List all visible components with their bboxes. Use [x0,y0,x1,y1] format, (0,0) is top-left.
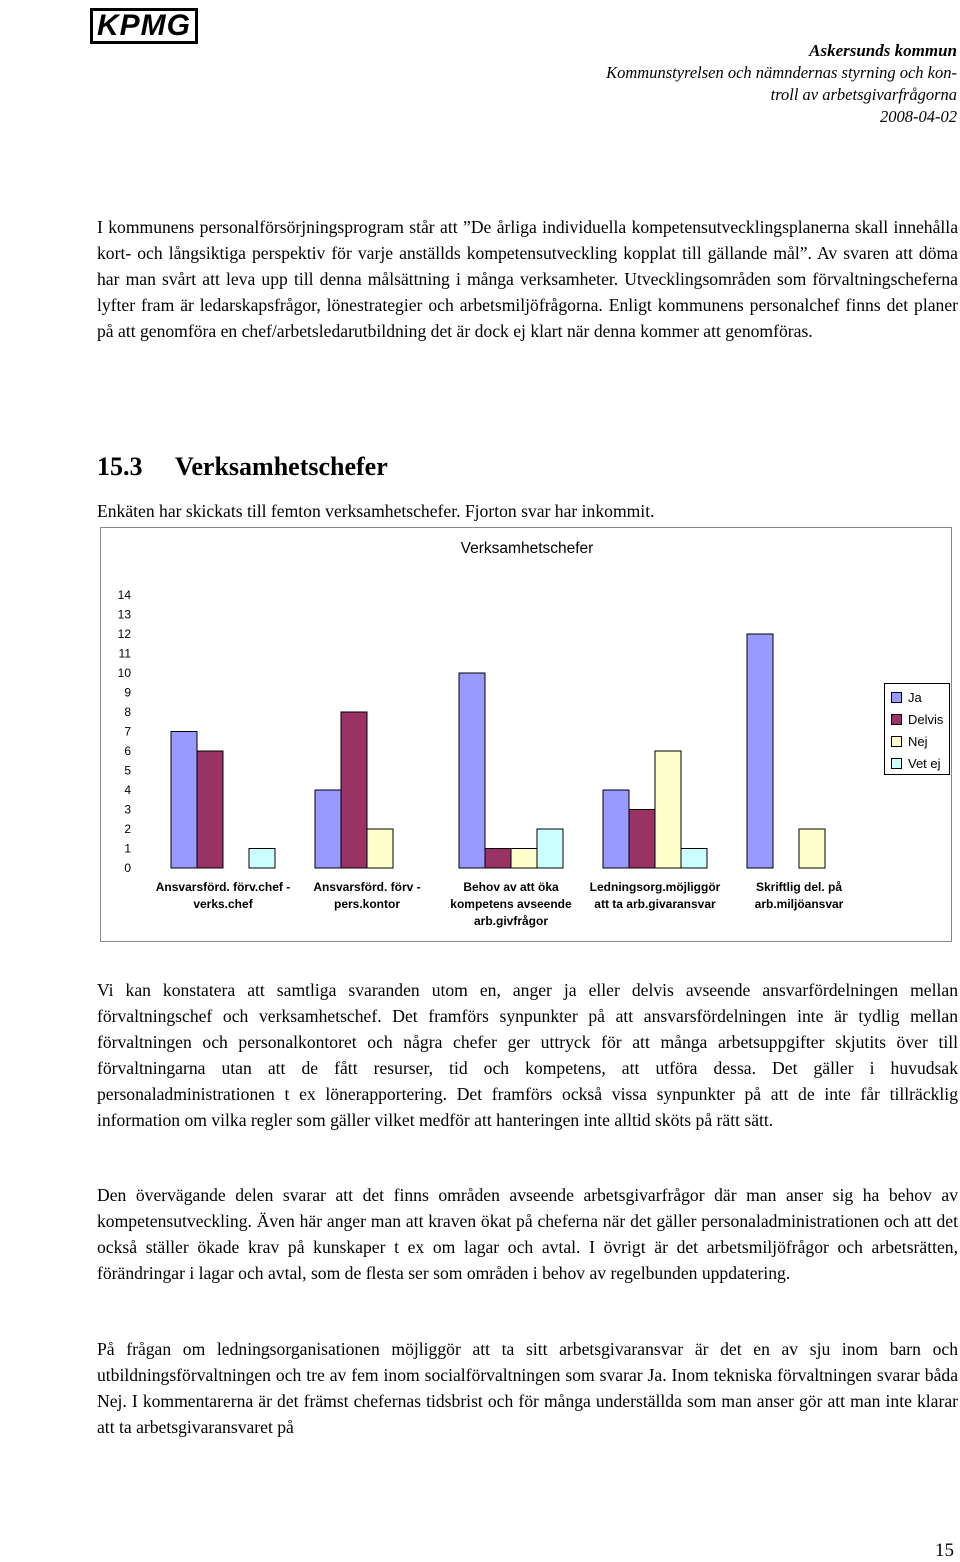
legend-item [891,733,928,749]
y-tick-label: 1 [124,841,131,856]
x-category-label: arb.givfrågor [473,914,549,928]
legend-swatch [891,758,902,769]
legend-label: Delvis [908,711,944,727]
bar-nej [511,849,537,869]
section-intro: Enkäten har skickats till femton verksamhetschefer. Fjorton svar har inkommit. [97,501,655,521]
chart-title: Verksamhetschefer [460,540,594,557]
y-tick-label: 12 [117,627,131,641]
document-header [606,40,957,128]
bar-delvis [629,810,655,869]
y-tick-label: 10 [117,666,131,680]
y-tick-label: 13 [117,607,131,622]
y-tick-label: 7 [124,724,131,739]
x-category-label: kompetens avseende [450,897,572,911]
x-category-label: Ledningsorg.möjliggör [589,880,721,894]
x-category-label: Ansvarsförd. förv - [313,880,421,894]
bar-ja [171,732,197,869]
x-category-label: Behov av att öka [463,880,559,894]
header-date: 2008-04-02 [880,107,957,126]
legend-item [891,755,941,771]
x-category-label: verks.chef [193,897,253,911]
x-category-label: Skriftlig del. på [755,880,843,894]
bar-nej [655,751,681,868]
y-tick-label: 3 [124,802,131,817]
header-org: Askersunds kommun [809,41,957,60]
paragraph-4: På frågan om ledningsorganisationen möjliggör att ta sitt arbetsgivaransvar är det en av sju inom barn och utbildningsförvaltningen och tre av fem inom socialförvaltningen som svarar Ja. Inom tekniska förvaltningen svarar båda Nej. I kommentarerna är det främst chefernas tidsbrist och för många underställda som man anser gör att man inte klarar att ta arbetsgivaransvaret på [97,1339,958,1437]
paragraph-3: Den övervägande delen svarar att det finns områden avseende arbetsgivarfrågor där man anser sig ha behov av kompetensutveckling. Även här anger man att kraven ökat på cheferna när det gäller personaladministrationen och att det också ställer ökade krav på kunskaper t ex om lagar och avtal. I övrigt är det arbetsmiljöfrågor och arbetsrätten, förändringar i lagar och avtal, som de flesta ser som områden i behov av regelbunden uppdatering. [97,1185,958,1283]
legend-item [891,689,922,705]
bar-ja [747,634,773,868]
legend-item [891,711,943,727]
kpmg-logo: KPMG [90,8,198,44]
header-subtitle-1: Kommunstyrelsen och nämndernas styrning och kon- [606,63,957,82]
bar-delvis [197,751,223,868]
bar-vet-ej [537,829,563,868]
legend-swatch [891,692,902,703]
legend-label: Ja [908,689,922,705]
chart-plot [101,528,953,943]
y-tick-label: 4 [124,783,131,797]
y-tick-label: 8 [124,705,131,719]
bar-vet-ej [681,849,707,869]
legend-swatch [891,714,902,725]
bar-ja [459,673,485,868]
legend-swatch [891,736,902,747]
y-tick-label: 0 [124,861,131,875]
bar-ja [315,790,341,868]
y-tick-label: 6 [124,744,131,758]
paragraph-2: Vi kan konstatera att samtliga svaranden utom en, anger ja eller delvis avseende ansvarfördelningen mellan förvaltningschef och verksamhetschef. Det framförs synpunkter på att ansvarsfördelningen inte är tydlig mellan förvaltningen och personalkontoret och några chefer ger uttryck för att många arbetsuppgifter skjutits över till förvaltningarna utan att de fått resurser, tid och kompetens, att utföra dessa. Det gäller i huvudsak personaladministrationen t ex lönerapportering. Det framförs också vissa synpunkter på att de inte får tillräcklig information om vilka regler som gäller vilket medför att hanteringen inte alltid sköts på rätt sätt. [97,980,958,1130]
bar-chart [100,527,952,942]
y-tick-label: 2 [124,822,131,836]
page-number: 15 [935,1540,954,1561]
chart-legend [884,683,950,775]
bar-delvis [485,849,511,869]
y-tick-label: 5 [124,763,131,778]
x-category-label: pers.kontor [333,897,401,911]
bar-ja [603,790,629,868]
section-title: Verksamhetschefer [175,452,388,481]
bar-nej [367,829,393,868]
y-tick-label: 14 [117,588,131,602]
x-category-label: Ansvarsförd. förv.chef - [155,880,291,894]
y-tick-label: 11 [118,646,131,661]
legend-label: Nej [908,733,928,749]
bar-delvis [341,712,367,868]
legend-label: Vet ej [908,755,941,771]
header-subtitle-2: troll av arbetsgivarfrågorna [770,85,957,104]
paragraph-1: I kommunens personalförsörjningsprogram står att ”De årliga individuella kompetensutvecklingsplanerna skall innehålla kort- och långsiktiga perspektiv för varje anställds kompetensutveckling kopplat till gällande mål”. Av svaren att döma har man svårt att leva upp till denna målsättning i många verksamheter. Utvecklingsområden som förvaltningscheferna lyfter fram är ledarskapsfrågor, lönestrategier och arbetsmiljöfrågorna. Enligt kommunens personalchef finns det planer på att genomföra en chef/arbetsledarutbildning det är dock ej klart när denna kommer att genomföras. [97,217,958,341]
section-number: 15.3 [97,452,143,481]
y-tick-label: 9 [124,685,131,700]
section-heading [97,452,388,482]
bar-nej [799,829,825,868]
x-category-label: att ta arb.givaransvar [594,897,716,911]
x-category-label: arb.miljöansvar [754,897,844,911]
bar-vet-ej [249,849,275,869]
